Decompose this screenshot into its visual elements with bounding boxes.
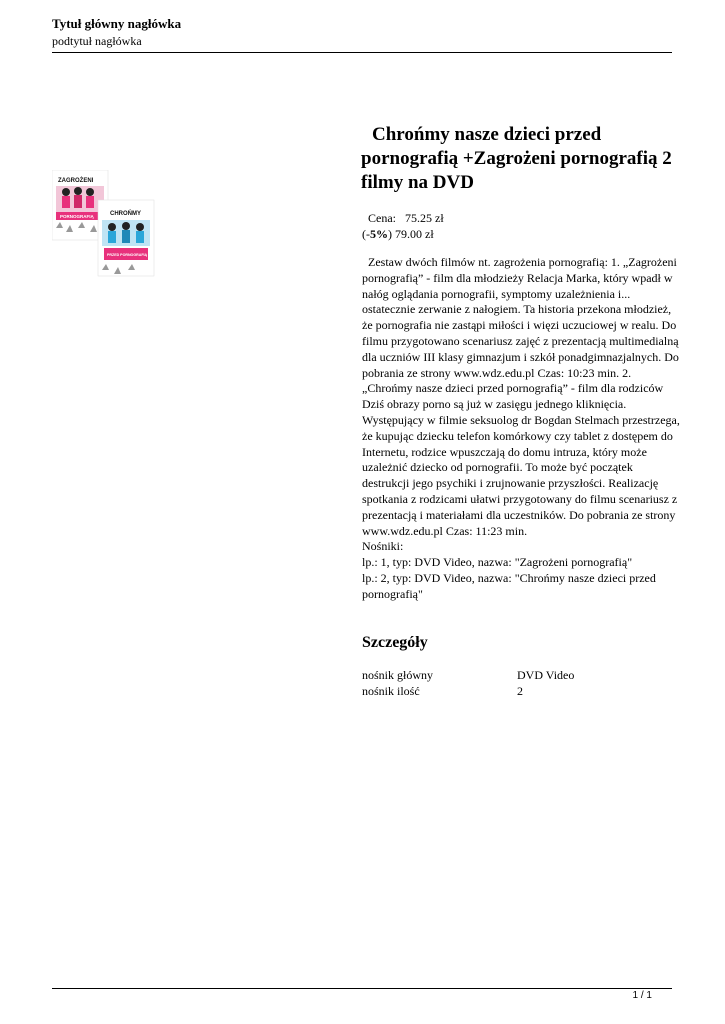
product-cover-image xyxy=(52,170,164,280)
footer-divider xyxy=(52,988,672,989)
details-table xyxy=(362,667,574,699)
discount-open: (- xyxy=(362,227,370,241)
media-item: lp.: 2, typ: DVD Video, nazwa: "Chrońmy nasze dzieci przed pornografią" xyxy=(362,570,656,601)
page-number: 1 / 1 xyxy=(632,990,652,1001)
old-price: 79.00 zł xyxy=(395,227,434,241)
product-description xyxy=(362,255,680,603)
discount-percent: 5% xyxy=(370,227,388,241)
media-label: Nośniki: xyxy=(362,539,404,554)
header-title: Tytuł główny nagłówka xyxy=(52,16,182,31)
cover-top-title: ZAGROŻENI xyxy=(58,178,94,184)
discount-close: ) xyxy=(388,227,392,241)
media-item: lp.: 1, typ: DVD Video, nazwa: "Zagrożeni pornografią" xyxy=(362,555,633,570)
header-subtitle: podtytuł nagłówka xyxy=(52,34,142,48)
cover-bottom-title: CHROŃMY xyxy=(110,211,141,217)
details-key: nośnik główny xyxy=(362,668,434,682)
details-key: nośnik ilość xyxy=(362,684,420,698)
description-text: Zestaw dwóch filmów nt. zagrożenia pornografią: 1. „Zagrożeni pornografią” - film dla młodzieży Relacja Marka, który wpadł w nałóg oglądania pornografii, symptomy uzależnienia i... ostatecznie zerwanie z nałogiem. Ta historia przekona młodzież, że pornografia nie zastąpi miłości i więzi uczuciowej w realu. Do filmu przygotowano scenariusz zajęć z prezentacją multimedialną dla uczniów III klasy gimnazjum i szkół ponadgimnazjalnych. Do pobrania ze strony www.wdz.edu.pl Czas: 10:23 min. 2. „Chrońmy nasze dzieci przed pornografią” - film dla rodziców Dziś obrazy porno są już w zasięgu jednego kliknięcia. Występujący w filmie seksuolog dr Bogdan Stelmach przestrzega, że kupując dziecku telefon komórkowy czy tablet z dostępem do Internetu, rodzice wpuszczają do domu intruza, który może uzależnić dziecko od pornografii. To może być początek destrukcji jego psychiki i zrujnowanie przyszłości. Realizację spotkania z rodzicami ułatwi przygotowany do filmu scenariusz z prezentacją i materiałami dla uczestników. Do pobrania ze strony www.wdz.edu.pl Czas: 11:23 min. xyxy=(362,255,680,538)
price-value: 75.25 zł xyxy=(405,211,444,225)
details-value: DVD Video xyxy=(517,668,575,682)
price-label: Cena: xyxy=(368,211,396,225)
details-row xyxy=(362,683,574,699)
details-heading: Szczegóły xyxy=(362,634,428,651)
details-row xyxy=(362,667,574,683)
details-value: 2 xyxy=(517,684,523,698)
header-divider xyxy=(52,52,672,53)
price-block xyxy=(362,210,444,242)
cover-top-subtitle: PORNOGRAFIĄ xyxy=(60,214,94,219)
product-title: Chrońmy nasze dzieci przed pornografią +Zagrożeni pornografią 2 filmy na DVD xyxy=(361,124,672,193)
cover-bottom-subtitle: PRZED PORNOGRAFIĄ xyxy=(107,253,148,257)
